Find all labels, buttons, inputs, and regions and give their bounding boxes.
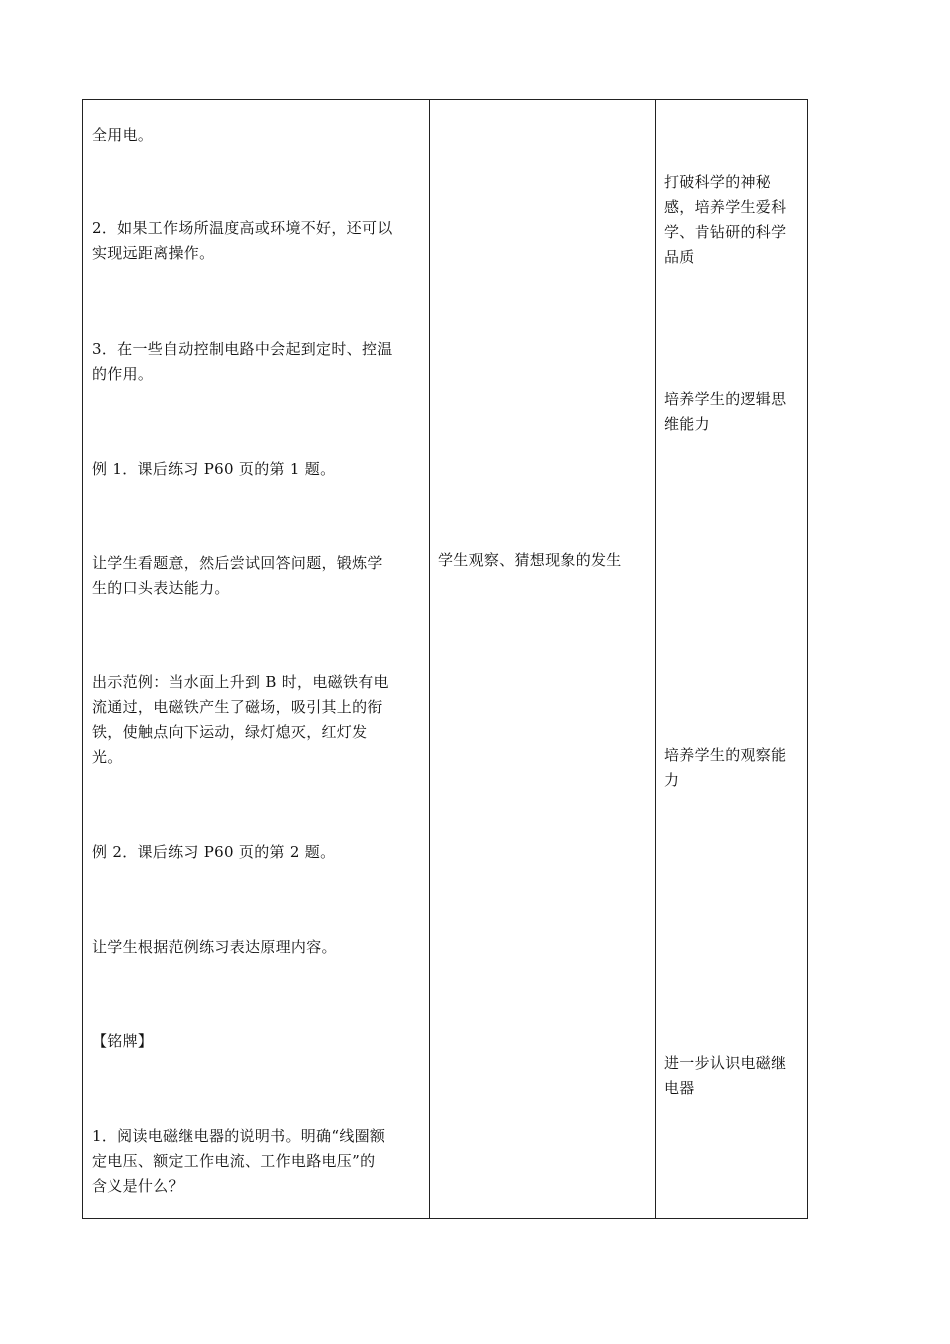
content-line: 1．阅读电磁继电器的说明书。明确“线圈额: [92, 1127, 386, 1145]
column-divider: [655, 100, 656, 1218]
intent-line: 培养学生的观察能: [664, 746, 787, 764]
intent-line: 学、肯钻研的科学: [664, 223, 787, 241]
section-heading: 【铭牌】: [92, 1032, 154, 1050]
content-line: 流通过，电磁铁产生了磁场，吸引其上的衔: [92, 698, 383, 716]
content-line: 的作用。: [92, 365, 154, 383]
intent-line: 感，培养学生爱科: [664, 198, 787, 216]
content-line: 实现远距离操作。: [92, 244, 215, 262]
intent-line: 电器: [664, 1079, 695, 1097]
intent-line: 进一步认识电磁继: [664, 1054, 787, 1072]
content-line: 生的口头表达能力。: [92, 579, 230, 597]
content-line: 让学生根据范例练习表达原理内容。: [92, 938, 337, 956]
content-line: 让学生看题意，然后尝试回答问题，锻炼学: [92, 554, 383, 572]
activity-line: 学生观察、猜想现象的发生: [438, 551, 622, 569]
content-line: 出示范例：当水面上升到 B 时，电磁铁有电: [92, 673, 389, 691]
content-line: 定电压、额定工作电流、工作电路电压”的: [92, 1152, 376, 1170]
content-line: 例 2．课后练习 P60 页的第 2 题。: [92, 843, 336, 861]
content-line: 2．如果工作场所温度高或环境不好，还可以: [92, 219, 393, 237]
intent-line: 品质: [664, 248, 695, 266]
intent-line: 维能力: [664, 415, 710, 433]
content-line: 全用电。: [92, 126, 154, 144]
content-line: 光。: [92, 748, 123, 766]
intent-line: 培养学生的逻辑思: [664, 390, 787, 408]
content-line: 例 1．课后练习 P60 页的第 1 题。: [92, 460, 336, 478]
content-line: 3．在一些自动控制电路中会起到定时、控温: [92, 340, 393, 358]
intent-line: 力: [664, 771, 680, 789]
column-divider: [429, 100, 430, 1218]
content-line: 铁，使触点向下运动，绿灯熄灭，红灯发: [92, 723, 368, 741]
content-line: 含义是什么？: [92, 1177, 184, 1195]
intent-line: 打破科学的神秘: [664, 173, 772, 191]
